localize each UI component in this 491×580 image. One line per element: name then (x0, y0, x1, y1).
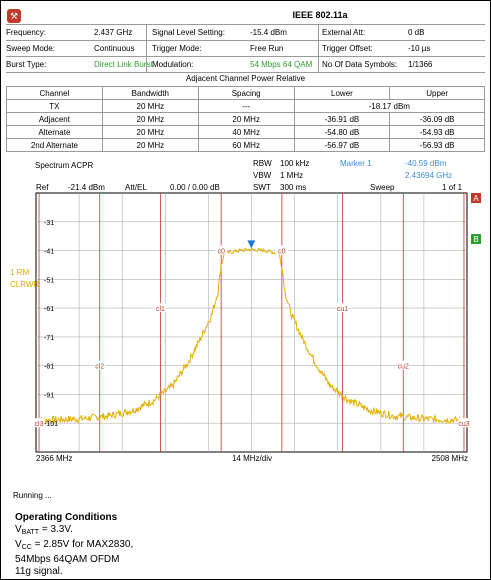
y-tick-label: -31 (44, 219, 55, 227)
vbatt-symbol: V (15, 524, 22, 535)
y-tick-label: -101 (44, 421, 59, 429)
frequency-value: 2.437 GHz (94, 28, 133, 37)
signal-line: 54Mbps 64QAM OFDM (15, 554, 120, 565)
y-tick-label: -81 (44, 363, 55, 371)
vbatt-subscript: BATT (21, 529, 40, 536)
sweep-mode-value: Continuous (94, 44, 135, 53)
trace-label-1: 1 RM (10, 268, 30, 277)
table-cell: --- (198, 100, 294, 113)
x-start-label: 2366 MHz (36, 454, 73, 463)
trigger-offset-label: Trigger Offset: (322, 44, 373, 53)
vcc-subscript: CC (21, 544, 32, 551)
side-tab-b-label: B (473, 235, 479, 244)
rbw-label: RBW (253, 159, 272, 168)
operating-conditions (15, 512, 133, 578)
burst-type-label: Burst Type: (6, 60, 47, 69)
table-cell: 20 MHz (102, 113, 198, 126)
vcc-line (15, 539, 133, 554)
sweep-value: 1 of 1 (442, 183, 463, 192)
swt-label: SWT (253, 183, 271, 192)
signal-level-value: -15.4 dBm (250, 28, 287, 37)
channel-label-cl2: cl2 (95, 363, 105, 371)
channel-label-cu2: cu2 (397, 363, 409, 371)
table-cell: 20 MHz (102, 139, 198, 152)
external-att-value: 0 dB (408, 28, 425, 37)
table-cell: -36.09 dB (390, 113, 485, 126)
vcc-symbol: V (15, 539, 22, 550)
acpr-title: Adjacent Channel Power Relative (185, 74, 306, 83)
vbw-label: VBW (253, 171, 272, 180)
channel-label-cu3: cu3 (458, 421, 470, 429)
table-cell: -56.93 dB (390, 139, 485, 152)
table-cell: Alternate (7, 126, 103, 139)
swt-value: 300 ms (280, 183, 307, 192)
y-tick-label: -91 (44, 392, 55, 400)
vcc-value: = 2.85V for MAX2830, (31, 539, 134, 550)
vbatt-line (15, 524, 133, 539)
x-stop-label: 2508 MHz (431, 454, 468, 463)
channel-label-c0: c0 (217, 248, 225, 256)
table-cell: -18.17 dBm (294, 100, 484, 113)
rbw-value: 100 kHz (280, 159, 310, 168)
column-header: Spacing (198, 87, 294, 100)
status-running: Running ... (13, 491, 52, 500)
grid (36, 193, 470, 452)
x-center-label: 14 MHz/div (231, 454, 273, 463)
operating-conditions-title: Operating Conditions (15, 512, 118, 523)
table-cell: Adjacent (7, 113, 103, 126)
mode-label: Spectrum ACPR (35, 161, 94, 170)
channel-label-cu1: cu1 (336, 306, 349, 314)
marker-label: Marker 1 (340, 159, 372, 168)
y-tick-label: -61 (44, 306, 55, 314)
side-tab-a-label: A (473, 194, 479, 203)
y-tick-label: -51 (44, 277, 55, 285)
vbatt-value: = 3.3V. (39, 524, 73, 535)
column-header: Upper (390, 87, 485, 100)
trigger-mode-label: Trigger Mode: (152, 44, 202, 53)
table-cell: 20 MHz (102, 100, 198, 113)
y-tick-label: -41 (44, 248, 55, 256)
table-cell: 40 MHz (198, 126, 294, 139)
burst-type-value: Direct Link Burst (94, 60, 153, 69)
trace-label-2: CLRWR (10, 280, 40, 289)
signal-level-label: Signal Level Setting: (152, 28, 225, 37)
table-cell: -54.80 dB (294, 126, 390, 139)
table-cell: 2nd Alternate (7, 139, 103, 152)
table-cell: -36.91 dB (294, 113, 390, 126)
trigger-mode-value: Free Run (250, 44, 284, 53)
no-data-symbols-value: 1/1366 (408, 60, 433, 69)
vbw-value: 1 MHz (280, 171, 304, 180)
table-cell: 20 MHz (102, 126, 198, 139)
frequency-label: Frequency: (6, 28, 47, 37)
no-data-symbols-label: No Of Data Symbols: (322, 60, 398, 69)
ref-value: -21.4 dBm (68, 183, 105, 192)
marker-1-icon (247, 240, 255, 248)
modulation-value: 54 Mbps 64 QAM (250, 60, 313, 69)
sweep-mode-label: Sweep Mode: (6, 44, 55, 53)
rs-logo-icon: ⚒ (7, 9, 21, 23)
column-header: Channel (7, 87, 103, 100)
y-tick-label: -71 (44, 334, 55, 342)
ref-label: Ref (36, 183, 49, 192)
column-header: Bandwidth (102, 87, 198, 100)
att-label: Att/EL (125, 183, 147, 192)
channel-label-cl1: cl1 (155, 306, 165, 314)
external-att-label: External Att: (322, 28, 366, 37)
page-title: IEEE 802.11a (292, 10, 348, 20)
y-axis-ticks (44, 220, 58, 428)
marker-level: -40.59 dBm (405, 159, 447, 168)
marker-freq: 2.43694 GHz (405, 171, 453, 180)
channel-label-cl3: cl3 (34, 421, 44, 429)
table-cell: TX (7, 100, 103, 113)
table-cell: 60 MHz (198, 139, 294, 152)
table-cell: -54.93 dB (390, 126, 485, 139)
table-cell: 20 MHz (198, 113, 294, 126)
channel-label-c0: c0 (278, 248, 286, 256)
sweep-label: Sweep (370, 183, 395, 192)
column-header: Lower (294, 87, 390, 100)
att-value: 0.00 / 0.00 dB (170, 183, 220, 192)
table-cell: -56.97 dB (294, 139, 390, 152)
trigger-offset-value: -10 µs (408, 44, 431, 53)
modulation-label: Modulation: (152, 60, 194, 69)
signal-type-line: 11g signal. (15, 566, 63, 577)
